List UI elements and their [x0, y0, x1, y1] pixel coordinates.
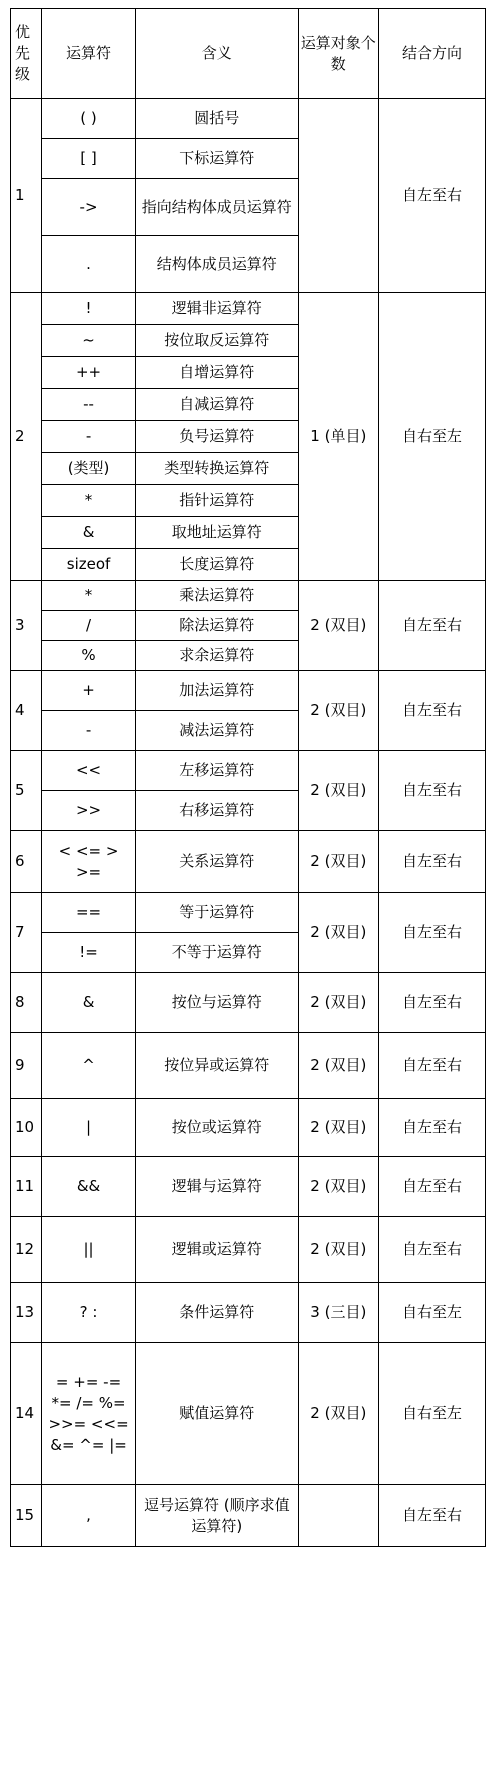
- meaning-cell: 按位取反运算符: [135, 325, 298, 357]
- level-cell: 1: [11, 99, 42, 293]
- operator-cell: [ ]: [42, 139, 136, 179]
- operator-cell: --: [42, 389, 136, 421]
- direction-cell: 自右至左: [378, 293, 485, 581]
- direction-cell: 自左至右: [378, 831, 485, 893]
- operator-cell: = += -= *= /= %= >>= <<= &= ^= |=: [42, 1343, 136, 1485]
- operator-cell: ^: [42, 1033, 136, 1099]
- table-row: [11, 973, 486, 1033]
- level-cell: 13: [11, 1283, 42, 1343]
- operator-cell: < <= > >=: [42, 831, 136, 893]
- meaning-cell: 自增运算符: [135, 357, 298, 389]
- table-row: [11, 831, 486, 893]
- meaning-cell: 长度运算符: [135, 549, 298, 581]
- operator-cell: &: [42, 973, 136, 1033]
- operands-cell: 2 (双目): [298, 581, 378, 671]
- meaning-cell: 下标运算符: [135, 139, 298, 179]
- level-cell: 8: [11, 973, 42, 1033]
- table-row: [11, 893, 486, 933]
- table-row: [11, 1343, 486, 1485]
- operator-cell: &&: [42, 1157, 136, 1217]
- operator-cell: /: [42, 611, 136, 641]
- table-row: [11, 1099, 486, 1157]
- operands-cell: 2 (双目): [298, 831, 378, 893]
- operands-cell: 2 (双目): [298, 1217, 378, 1283]
- direction-cell: 自左至右: [378, 1099, 485, 1157]
- operator-cell: ->: [42, 179, 136, 236]
- meaning-cell: 求余运算符: [135, 641, 298, 671]
- operator-cell: ~: [42, 325, 136, 357]
- operator-cell: *: [42, 581, 136, 611]
- table-body: [11, 9, 486, 1547]
- meaning-cell: 按位与运算符: [135, 973, 298, 1033]
- level-cell: 14: [11, 1343, 42, 1485]
- meaning-cell: 按位或运算符: [135, 1099, 298, 1157]
- meaning-cell: 负号运算符: [135, 421, 298, 453]
- meaning-cell: 减法运算符: [135, 711, 298, 751]
- operator-cell: ? :: [42, 1283, 136, 1343]
- meaning-cell: 条件运算符: [135, 1283, 298, 1343]
- direction-cell: 自左至右: [378, 671, 485, 751]
- header-operands: 运算对象个数: [298, 9, 378, 99]
- meaning-cell: 右移运算符: [135, 791, 298, 831]
- meaning-cell: 取地址运算符: [135, 517, 298, 549]
- operator-cell: ( ): [42, 99, 136, 139]
- meaning-cell: 不等于运算符: [135, 933, 298, 973]
- direction-cell: 自左至右: [378, 581, 485, 671]
- meaning-cell: 按位异或运算符: [135, 1033, 298, 1099]
- operator-cell: sizeof: [42, 549, 136, 581]
- operator-cell: >>: [42, 791, 136, 831]
- level-cell: 7: [11, 893, 42, 973]
- operands-cell: 2 (双目): [298, 1099, 378, 1157]
- direction-cell: 自右至左: [378, 1343, 485, 1485]
- header-row: [11, 9, 486, 99]
- operands-cell: 2 (双目): [298, 1033, 378, 1099]
- operator-cell: -: [42, 711, 136, 751]
- operands-cell: 3 (三目): [298, 1283, 378, 1343]
- direction-cell: 自左至右: [378, 973, 485, 1033]
- operator-cell: ||: [42, 1217, 136, 1283]
- meaning-cell: 逻辑与运算符: [135, 1157, 298, 1217]
- meaning-cell: 逻辑或运算符: [135, 1217, 298, 1283]
- table-row: [11, 1217, 486, 1283]
- table-row: [11, 1033, 486, 1099]
- meaning-cell: 指针运算符: [135, 485, 298, 517]
- meaning-cell: 等于运算符: [135, 893, 298, 933]
- direction-cell: 自左至右: [378, 893, 485, 973]
- table-row: [11, 671, 486, 711]
- operator-cell: %: [42, 641, 136, 671]
- meaning-cell: 赋值运算符: [135, 1343, 298, 1485]
- operator-cell: (类型): [42, 453, 136, 485]
- meaning-cell: 逻辑非运算符: [135, 293, 298, 325]
- level-cell: 3: [11, 581, 42, 671]
- meaning-cell: 自减运算符: [135, 389, 298, 421]
- level-cell: 10: [11, 1099, 42, 1157]
- meaning-cell: 关系运算符: [135, 831, 298, 893]
- meaning-cell: 指向结构体成员运算符: [135, 179, 298, 236]
- header-level: 优先级: [11, 9, 42, 99]
- level-cell: 5: [11, 751, 42, 831]
- direction-cell: 自左至右: [378, 1157, 485, 1217]
- table-row: [11, 99, 486, 139]
- level-cell: 2: [11, 293, 42, 581]
- meaning-cell: 逗号运算符 (顺序求值运算符): [135, 1485, 298, 1547]
- meaning-cell: 圆括号: [135, 99, 298, 139]
- operands-cell: 2 (双目): [298, 893, 378, 973]
- table-row: [11, 1485, 486, 1547]
- operands-cell: [298, 99, 378, 293]
- operator-cell: |: [42, 1099, 136, 1157]
- meaning-cell: 左移运算符: [135, 751, 298, 791]
- level-cell: 6: [11, 831, 42, 893]
- operator-cell: *: [42, 485, 136, 517]
- operator-cell: !=: [42, 933, 136, 973]
- meaning-cell: 加法运算符: [135, 671, 298, 711]
- direction-cell: 自左至右: [378, 99, 485, 293]
- direction-cell: 自左至右: [378, 751, 485, 831]
- table-row: [11, 1283, 486, 1343]
- level-cell: 12: [11, 1217, 42, 1283]
- operator-cell: -: [42, 421, 136, 453]
- meaning-cell: 乘法运算符: [135, 581, 298, 611]
- operands-cell: 2 (双目): [298, 1343, 378, 1485]
- meaning-cell: 结构体成员运算符: [135, 236, 298, 293]
- operator-cell: ==: [42, 893, 136, 933]
- operands-cell: 2 (双目): [298, 671, 378, 751]
- level-cell: 9: [11, 1033, 42, 1099]
- level-cell: 15: [11, 1485, 42, 1547]
- operator-cell: .: [42, 236, 136, 293]
- operands-cell: 2 (双目): [298, 1157, 378, 1217]
- operator-cell: <<: [42, 751, 136, 791]
- header-direction: 结合方向: [378, 9, 485, 99]
- direction-cell: 自左至右: [378, 1485, 485, 1547]
- operator-cell: &: [42, 517, 136, 549]
- operands-cell: 2 (双目): [298, 751, 378, 831]
- table-row: [11, 1157, 486, 1217]
- operator-cell: ,: [42, 1485, 136, 1547]
- level-cell: 11: [11, 1157, 42, 1217]
- operator-precedence-table: [10, 8, 486, 1547]
- operator-cell: !: [42, 293, 136, 325]
- table-row: [11, 293, 486, 325]
- direction-cell: 自左至右: [378, 1217, 485, 1283]
- operator-cell: ++: [42, 357, 136, 389]
- meaning-cell: 除法运算符: [135, 611, 298, 641]
- operands-cell: [298, 1485, 378, 1547]
- level-cell: 4: [11, 671, 42, 751]
- header-meaning: 含义: [135, 9, 298, 99]
- operands-cell: 2 (双目): [298, 973, 378, 1033]
- meaning-cell: 类型转换运算符: [135, 453, 298, 485]
- operands-cell: 1 (单目): [298, 293, 378, 581]
- table-row: [11, 581, 486, 611]
- operator-cell: +: [42, 671, 136, 711]
- direction-cell: 自右至左: [378, 1283, 485, 1343]
- direction-cell: 自左至右: [378, 1033, 485, 1099]
- header-operator: 运算符: [42, 9, 136, 99]
- table-row: [11, 751, 486, 791]
